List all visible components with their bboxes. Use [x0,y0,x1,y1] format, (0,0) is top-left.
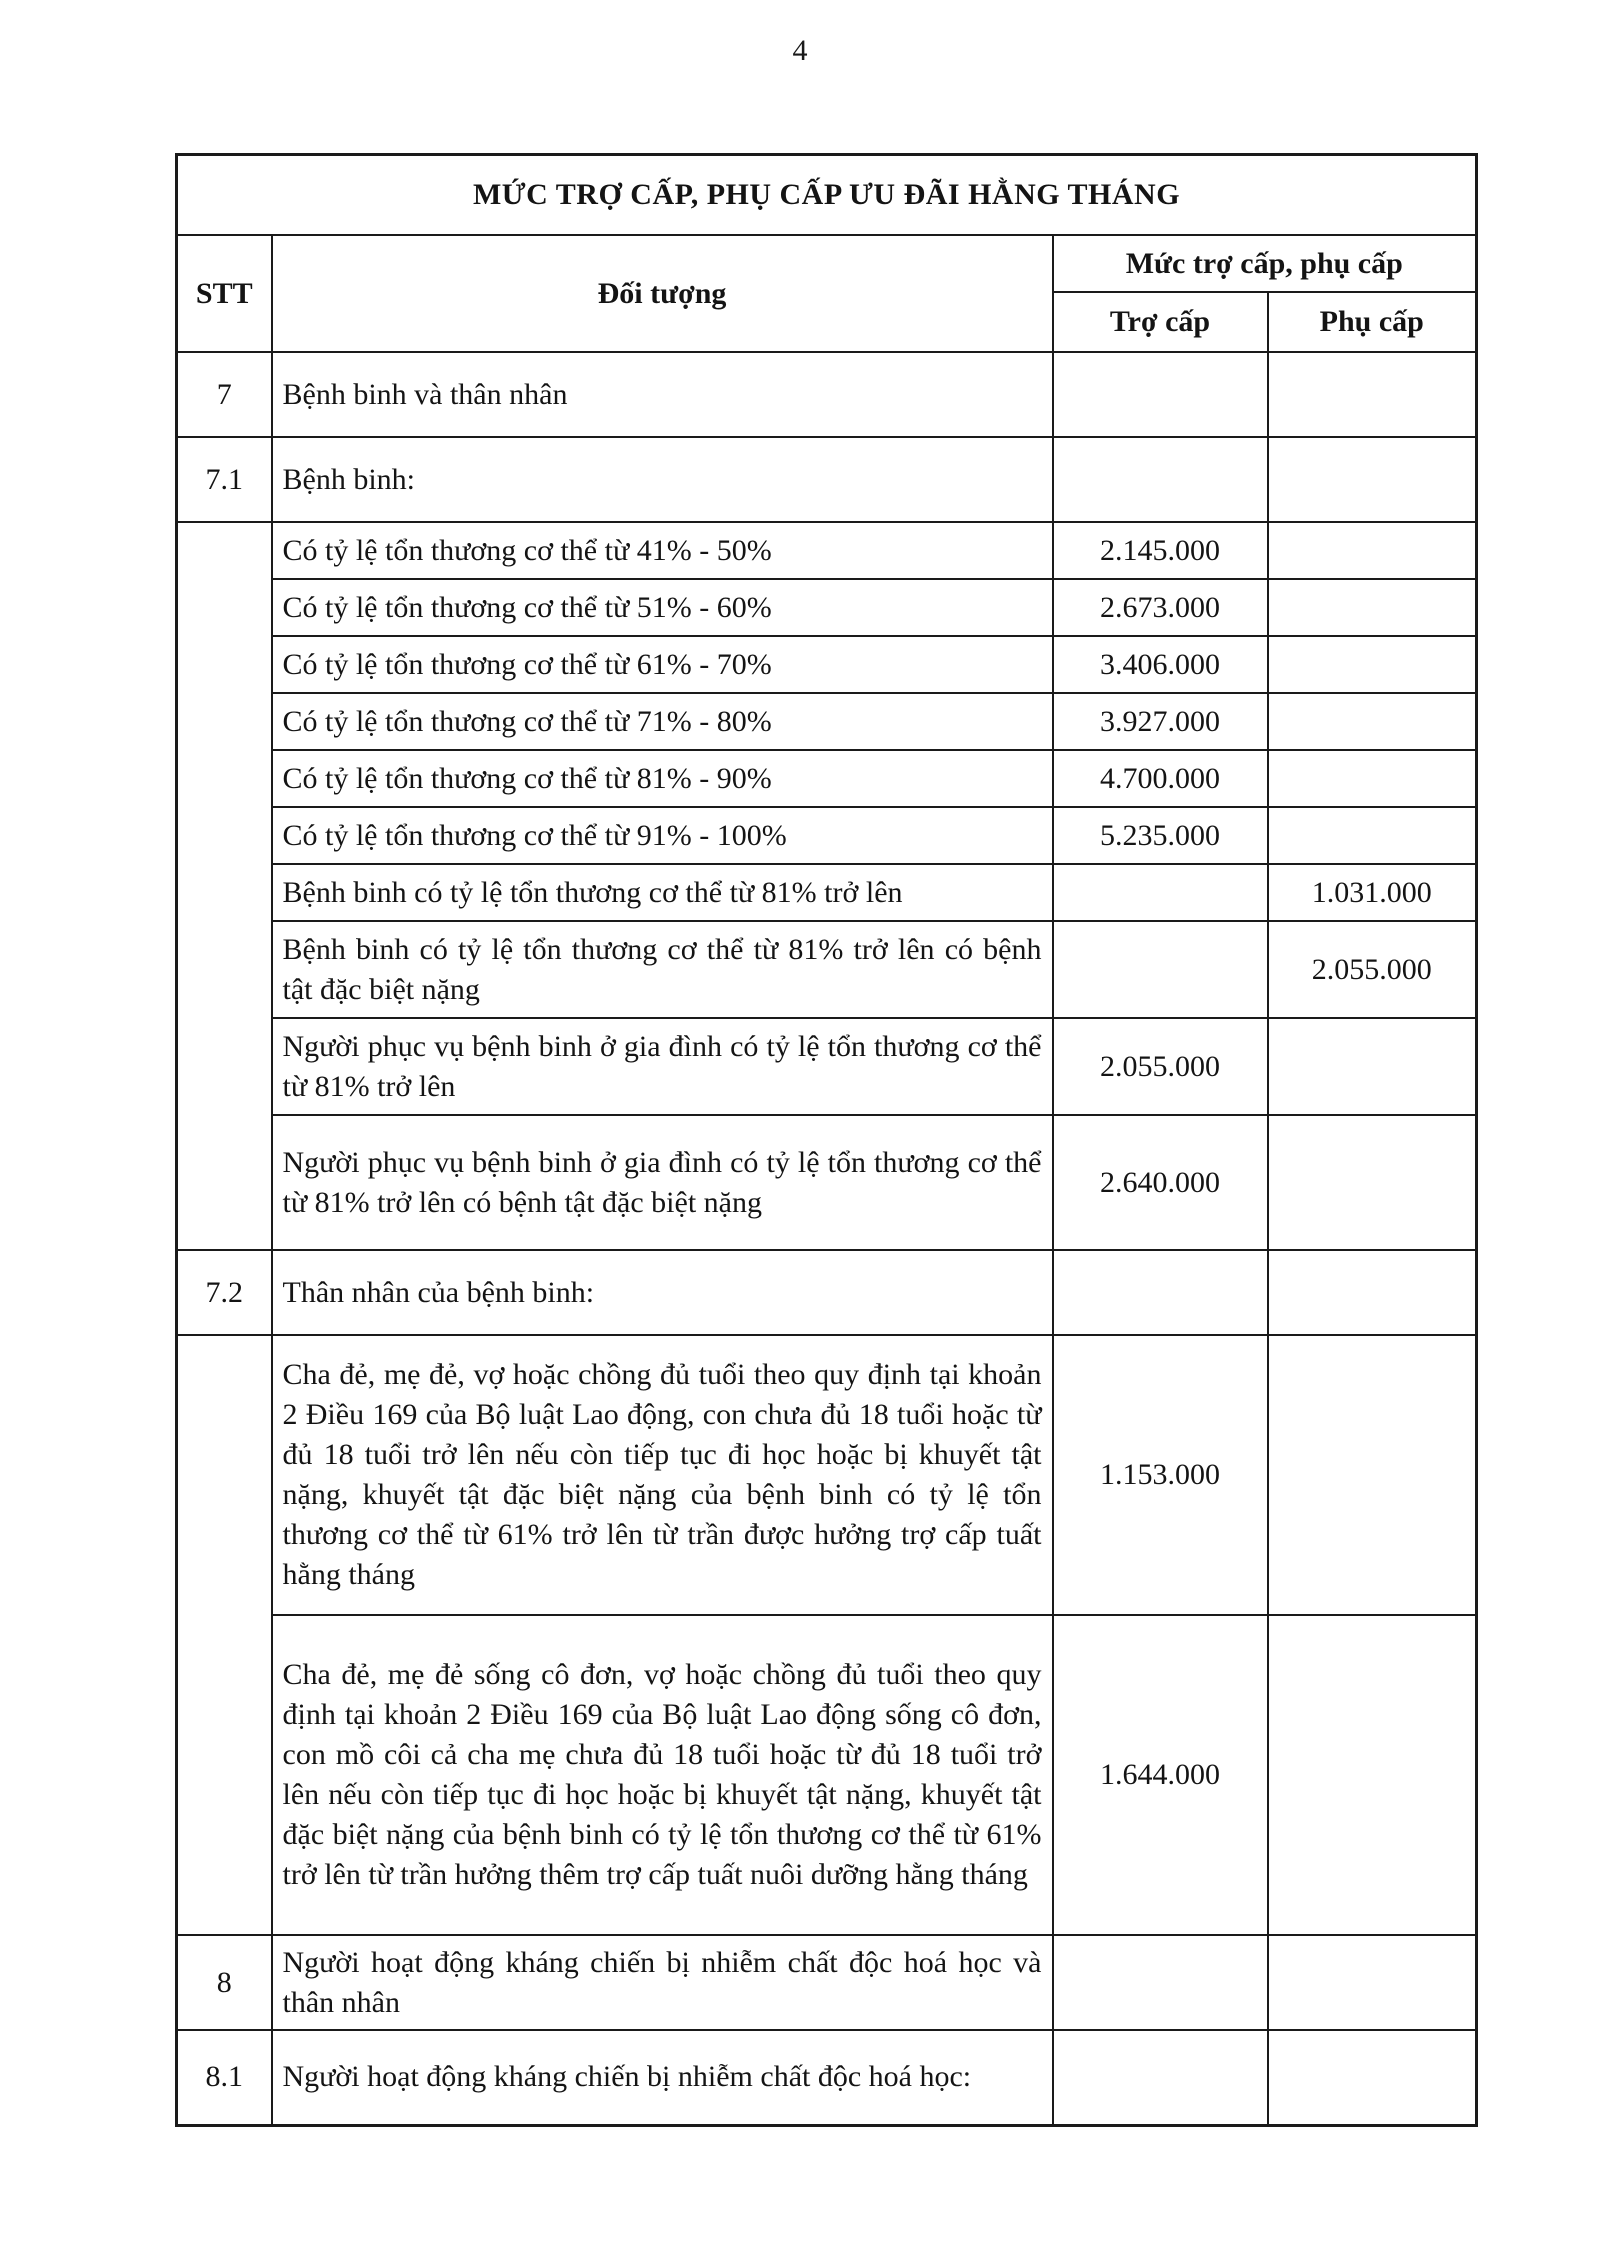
phu-cap-cell [1268,1250,1477,1335]
table-body [177,155,1477,2126]
table-row [177,1335,1477,1615]
table-row [177,1250,1477,1335]
tro-cap-cell: 2.640.000 [1053,1115,1268,1250]
tro-cap-cell [1053,864,1268,921]
phu-cap-cell [1268,1335,1477,1615]
table-row [177,579,1477,636]
doi-tuong-cell: Bệnh binh: [272,437,1053,522]
table-row [177,2030,1477,2125]
stt-cell [177,522,272,1250]
table-title: MỨC TRỢ CẤP, PHỤ CẤP ƯU ĐÃI HẰNG THÁNG [177,155,1477,236]
phu-cap-cell [1268,750,1477,807]
doi-tuong-cell: Có tỷ lệ tổn thương cơ thể từ 81% - 90% [272,750,1053,807]
doi-tuong-cell: Có tỷ lệ tổn thương cơ thể từ 41% - 50% [272,522,1053,579]
doi-tuong-cell: Cha đẻ, mẹ đẻ sống cô đơn, vợ hoặc chồng đủ tuổi theo quy định tại khoản 2 Điều 169 của Bộ luật Lao động sống cô đơn, con mồ côi cả cha mẹ chưa đủ 18 tuổi hoặc từ đủ 18 tuổi trở lên nếu còn tiếp tục đi học hoặc bị khuyết tật nặng, khuyết tật đặc biệt nặng của bệnh binh có tỷ lệ tổn thương cơ thể từ 61% trở lên từ trần hưởng thêm trợ cấp tuất nuôi dưỡng hằng tháng [272,1615,1053,1935]
stt-cell: 7.2 [177,1250,272,1335]
doi-tuong-cell: Người hoạt động kháng chiến bị nhiễm chất độc hoá học và thân nhân [272,1935,1053,2030]
phu-cap-cell [1268,693,1477,750]
table-row [177,1935,1477,2030]
doi-tuong-cell: Bệnh binh và thân nhân [272,352,1053,437]
table-row [177,522,1477,579]
title-row [177,155,1477,236]
doi-tuong-cell: Người phục vụ bệnh binh ở gia đình có tỷ lệ tổn thương cơ thể từ 81% trở lên [272,1018,1053,1115]
table-row [177,750,1477,807]
header-doi-tuong: Đối tượng [272,235,1053,352]
doi-tuong-cell: Có tỷ lệ tổn thương cơ thể từ 71% - 80% [272,693,1053,750]
header-row-top [177,235,1477,292]
phu-cap-cell: 2.055.000 [1268,921,1477,1018]
tro-cap-cell [1053,1935,1268,2030]
table-row [177,1115,1477,1250]
page-number: 4 [792,34,808,67]
header-tro-cap: Trợ cấp [1053,292,1268,352]
phu-cap-cell [1268,2030,1477,2125]
tro-cap-cell: 5.235.000 [1053,807,1268,864]
phu-cap-cell [1268,1115,1477,1250]
phu-cap-cell [1268,1018,1477,1115]
stt-cell: 8 [177,1935,272,2030]
doi-tuong-cell: Người hoạt động kháng chiến bị nhiễm chất độc hoá học: [272,2030,1053,2125]
phu-cap-cell [1268,1935,1477,2030]
table-row [177,437,1477,522]
stt-cell: 7.1 [177,437,272,522]
doi-tuong-cell: Người phục vụ bệnh binh ở gia đình có tỷ lệ tổn thương cơ thể từ 81% trở lên có bệnh tật đặc biệt nặng [272,1115,1053,1250]
phu-cap-cell [1268,1615,1477,1935]
doi-tuong-cell: Thân nhân của bệnh binh: [272,1250,1053,1335]
table-row [177,921,1477,1018]
doi-tuong-cell: Bệnh binh có tỷ lệ tổn thương cơ thể từ 81% trở lên [272,864,1053,921]
table-row [177,807,1477,864]
phu-cap-cell [1268,522,1477,579]
stt-cell: 8.1 [177,2030,272,2125]
table-row [177,352,1477,437]
tro-cap-cell: 1.153.000 [1053,1335,1268,1615]
phu-cap-cell [1268,437,1477,522]
tro-cap-cell: 2.055.000 [1053,1018,1268,1115]
phu-cap-cell: 1.031.000 [1268,864,1477,921]
tro-cap-cell [1053,352,1268,437]
phu-cap-cell [1268,579,1477,636]
tro-cap-cell: 2.673.000 [1053,579,1268,636]
table-row [177,864,1477,921]
allowance-table [175,153,1478,2127]
tro-cap-cell: 3.406.000 [1053,636,1268,693]
tro-cap-cell [1053,921,1268,1018]
stt-cell: 7 [177,352,272,437]
header-muc-group: Mức trợ cấp, phụ cấp [1053,235,1477,292]
phu-cap-cell [1268,352,1477,437]
doi-tuong-cell: Có tỷ lệ tổn thương cơ thể từ 61% - 70% [272,636,1053,693]
table-row [177,636,1477,693]
doi-tuong-cell: Có tỷ lệ tổn thương cơ thể từ 51% - 60% [272,579,1053,636]
tro-cap-cell [1053,1250,1268,1335]
table-row [177,1018,1477,1115]
header-stt: STT [177,235,272,352]
tro-cap-cell [1053,2030,1268,2125]
tro-cap-cell: 4.700.000 [1053,750,1268,807]
tro-cap-cell [1053,437,1268,522]
header-phu-cap: Phụ cấp [1268,292,1477,352]
phu-cap-cell [1268,807,1477,864]
tro-cap-cell: 1.644.000 [1053,1615,1268,1935]
tro-cap-cell: 2.145.000 [1053,522,1268,579]
doi-tuong-cell: Cha đẻ, mẹ đẻ, vợ hoặc chồng đủ tuổi theo quy định tại khoản 2 Điều 169 của Bộ luật Lao động, con chưa đủ 18 tuổi hoặc từ đủ 18 tuổi trở lên nếu còn tiếp tục đi học hoặc bị khuyết tật nặng, khuyết tật đặc biệt nặng của bệnh binh có tỷ lệ tổn thương cơ thể từ 61% trở lên từ trần được hưởng trợ cấp tuất hằng tháng [272,1335,1053,1615]
table-row [177,1615,1477,1935]
phu-cap-cell [1268,636,1477,693]
doi-tuong-cell: Có tỷ lệ tổn thương cơ thể từ 91% - 100% [272,807,1053,864]
doi-tuong-cell: Bệnh binh có tỷ lệ tổn thương cơ thể từ 81% trở lên có bệnh tật đặc biệt nặng [272,921,1053,1018]
stt-cell [177,1335,272,1935]
tro-cap-cell: 3.927.000 [1053,693,1268,750]
table-row [177,693,1477,750]
